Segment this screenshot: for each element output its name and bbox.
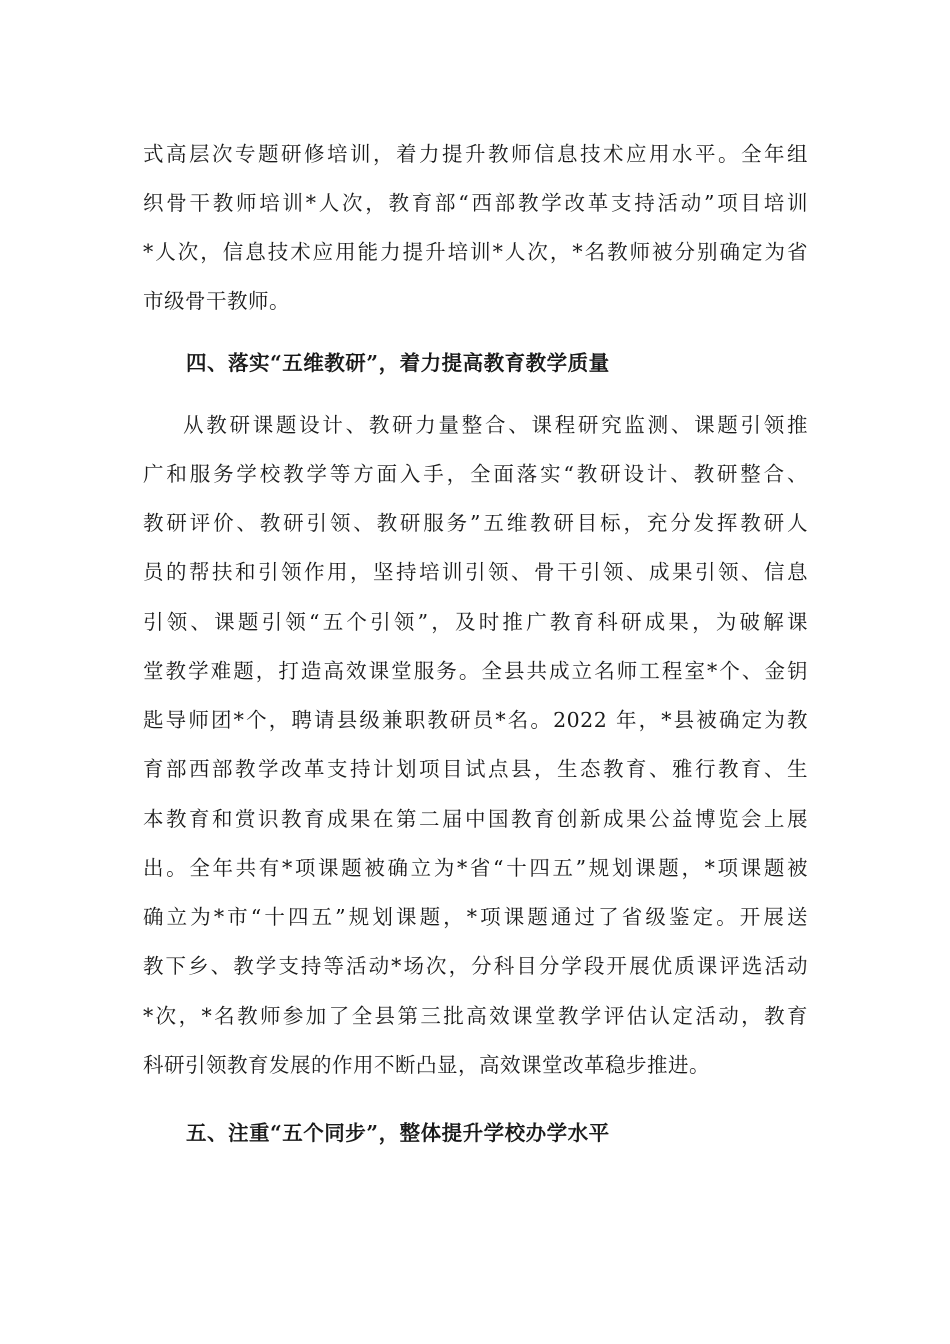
paragraph-2-line-12: 教下乡、教学支持等活动*场次，分科目分学段开展优质课评选活动	[143, 954, 808, 978]
paragraph-1-line-2: 织骨干教师培训*人次，教育部“西部教学改革支持活动”项目培训	[143, 191, 808, 215]
paragraph-2-line-3: 教研评价、教研引领、教研服务”五维教研目标，充分发挥教研人	[143, 511, 808, 535]
paragraph-2-line-13: *次，*名教师参加了全县第三批高效课堂教学评估认定活动，教育	[143, 1004, 808, 1028]
paragraph-2-line-5: 引领、课题引领“五个引领”，及时推广教育科研成果，为破解课	[143, 610, 808, 634]
section-heading-5: 五、注重“五个同步”，整体提升学校办学水平	[186, 1121, 610, 1145]
section-heading-4: 四、落实“五维教研”，着力提高教育教学质量	[186, 351, 610, 375]
paragraph-2-line-6: 堂教学难题，打造高效课堂服务。全县共成立名师工程室*个、金钥	[143, 659, 808, 683]
paragraph-1-line-1: 式高层次专题研修培训，着力提升教师信息技术应用水平。全年组	[143, 142, 808, 166]
paragraph-2-line-10: 出。全年共有*项课题被确立为*省“十四五”规划课题，*项课题被	[143, 856, 808, 880]
paragraph-2-line-8: 育部西部教学改革支持计划项目试点县，生态教育、雅行教育、生	[143, 757, 808, 781]
paragraph-2-line-11: 确立为*市“十四五”规划课题，*项课题通过了省级鉴定。开展送	[143, 905, 808, 929]
paragraph-2-line-9: 本教育和赏识教育成果在第二届中国教育创新成果公益博览会上展	[143, 807, 808, 831]
paragraph-2-line-4: 员的帮扶和引领作用，坚持培训引领、骨干引领、成果引领、信息	[143, 560, 808, 584]
paragraph-1-line-3: *人次，信息技术应用能力提升培训*人次，*名教师被分别确定为省	[143, 240, 808, 264]
paragraph-1-line-4: 市级骨干教师。	[143, 289, 290, 313]
paragraph-2-line-2: 广和服务学校教学等方面入手，全面落实“教研设计、教研整合、	[143, 462, 808, 486]
paragraph-2-line-1: 从教研课题设计、教研力量整合、课程研究监测、课题引领推	[183, 413, 808, 437]
paragraph-2-line-14: 科研引领教育发展的作用不断凸显，高效课堂改革稳步推进。	[143, 1053, 710, 1077]
paragraph-2-line-7: 匙导师团*个，聘请县级兼职教研员*名。2022 年，*县被确定为教	[143, 708, 808, 732]
